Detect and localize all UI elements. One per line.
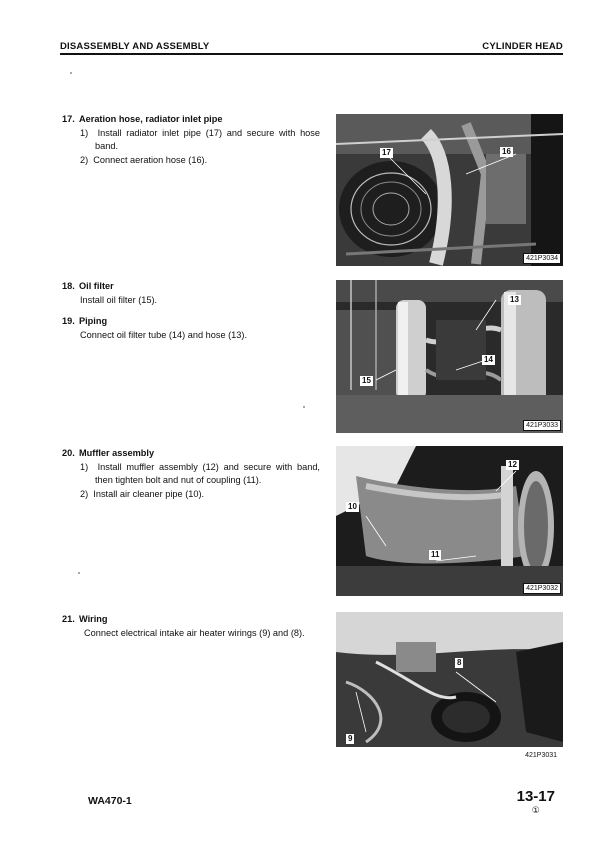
photo-reference: 421P3034 [523, 253, 561, 264]
callout-label: 10 [348, 502, 357, 511]
footer-model: WA470-1 [88, 795, 132, 807]
revision-mark: ① [531, 805, 540, 815]
photo-radiator-inlet [336, 114, 563, 266]
speck [70, 72, 72, 74]
callout-label: 8 [457, 658, 462, 667]
step-18 [62, 280, 320, 307]
footer-page [517, 788, 555, 815]
step-item: 2) Connect aeration hose (16). [80, 154, 208, 165]
photo-oil-filter [336, 280, 563, 433]
step-heading: 18. Oil filter [62, 281, 114, 291]
page-number: 13-17 [516, 788, 555, 805]
muffler-photo-image [336, 446, 563, 596]
photo-reference: 421P3031 [525, 752, 557, 759]
step-17 [62, 113, 320, 167]
photo-muffler [336, 446, 563, 596]
callout-label: 12 [508, 460, 517, 469]
step-item: 2) Install air cleaner pipe (10). [80, 488, 205, 499]
callout-label: 14 [484, 355, 493, 364]
chapter-title: CYLINDER HEAD [482, 41, 563, 52]
step-20 [62, 447, 320, 501]
step-text: Connect oil filter tube (14) and hose (13). [80, 329, 247, 340]
speck [78, 572, 80, 574]
callout-label: 9 [348, 734, 353, 743]
oil-filter-photo-image [336, 280, 563, 433]
step-heading: 21. Wiring [62, 614, 108, 624]
step-19 [62, 315, 320, 342]
step-heading: 20. Muffler assembly [62, 448, 155, 458]
photo-reference: 421P3032 [523, 583, 561, 594]
step-item: 1) Install radiator inlet pipe (17) and secure with hose band. [80, 127, 320, 151]
step-21 [62, 613, 320, 640]
step-heading: 17. Aeration hose, radiator inlet pipe [62, 114, 223, 124]
radiator-photo-image [336, 114, 563, 266]
step-text: Connect electrical intake air heater wirings (9) and (8). [84, 627, 305, 638]
section-title: DISASSEMBLY AND ASSEMBLY [60, 41, 210, 52]
callout-label: 16 [502, 147, 511, 156]
speck [303, 406, 305, 408]
callout-label: 15 [362, 376, 371, 385]
header-rule [60, 53, 563, 55]
photo-wiring [336, 612, 563, 764]
step-text: Install oil filter (15). [80, 294, 158, 305]
photo-reference: 421P3033 [523, 420, 561, 431]
callout-label: 13 [510, 295, 519, 304]
callout-label: 11 [431, 550, 440, 559]
callout-label: 17 [382, 148, 391, 157]
wiring-photo-image [336, 612, 563, 764]
step-heading: 19. Piping [62, 316, 108, 326]
step-item: 1) Install muffler assembly (12) and secure with band, then tighten bolt and nut of coupling (11). [80, 461, 320, 485]
